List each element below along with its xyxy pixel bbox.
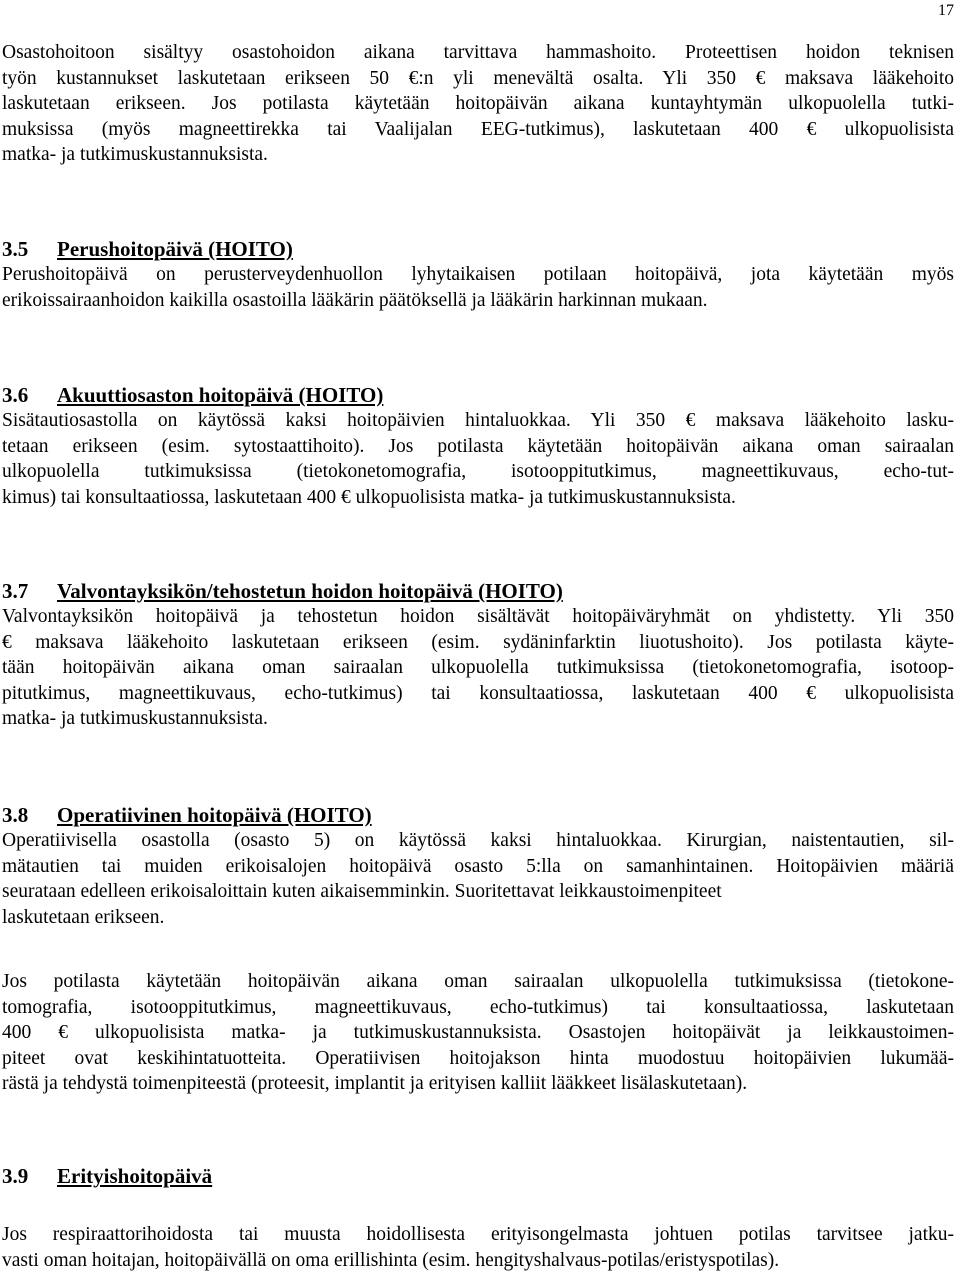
text-line: kimus) tai konsultaatiossa, laskutetaan 400 € ulkopuolisista matka- ja tutkimuskustannuksista.: [2, 486, 736, 508]
text-line: mätautien tai muiden erikoisalojen hoitopäivä osasto 5:lla on samanhintainen. Hoitopäivien määriä: [2, 855, 954, 877]
text-line: Sisätautiosastolla on käytössä kaksi hoitopäivien hintaluokkaa. Yli 350 € maksava lääkehoito lasku-: [2, 410, 954, 431]
section-3-5: [2, 236, 954, 313]
intro-paragraph: [2, 40, 954, 168]
section-number: 3.6: [2, 383, 29, 407]
section-number: 3.8: [2, 803, 29, 827]
section-3-9-paragraph: [2, 1222, 954, 1273]
text-line: rästä ja tehdystä toimenpiteestä (proteesit, implantit ja erityisen kalliit lääkkeet lisälaskutetaan).: [2, 1073, 748, 1094]
text-line: matka- ja tutkimuskustannuksista.: [2, 144, 268, 165]
section-title: Erityishoitopäivä: [57, 1164, 213, 1188]
text-line: tomografia, isotooppitutkimus, magneettikuvaus, echo-tutkimus) tai konsultaatiossa, laskutetaan: [2, 996, 954, 1018]
section-number: 3.5: [2, 237, 29, 261]
section-heading: [2, 236, 954, 262]
section-title: Perushoitopäivä (HOITO): [57, 237, 293, 261]
text-line: vasti oman hoitajan, hoitopäivällä on oma erillishinta (esim. hengityshalvaus-potilas/eristyspotilas).: [2, 1249, 780, 1271]
section-title: Operatiivinen hoitopäivä (HOITO): [57, 803, 372, 827]
section-title: Akuuttiosaston hoitopäivä (HOITO): [57, 383, 384, 407]
text-line: 400 € ulkopuolisista matka- ja tutkimuskustannuksista. Osastojen hoitopäivät ja leikkaustoimen-: [2, 1022, 954, 1043]
text-line: Valvontayksikön hoitopäivä ja tehostetun hoidon sisältävät hoitopäiväryhmät on yhdistetty. Yli 350: [2, 606, 954, 627]
text-line: Jos potilasta käytetään hoitopäivän aikana oman sairaalan ulkopuolella tutkimuksissa (tietokone-: [2, 971, 954, 992]
text-line: laskutetaan erikseen.: [2, 906, 165, 928]
text-line: tetaan erikseen (esim. sytostaattihoito). Jos potilasta käytetään hoitopäivän aikana oman sairaalan: [2, 435, 954, 457]
section-heading: [2, 802, 954, 828]
section-3-7: [2, 578, 954, 732]
text-line: Osastohoitoon sisältyy osastohoidon aikana tarvittava hammashoito. Proteettisen hoidon teknisen: [2, 42, 954, 63]
text-line: tään hoitopäivän aikana oman sairaalan ulkopuolella tutkimuksissa (tietokonetomografia, isotoop-: [2, 657, 954, 678]
section-heading: [2, 578, 954, 604]
section-3-8-paragraph-2: [2, 969, 954, 1097]
text-line: piteet ovat keskihintatuotteita. Operatiivisen hoitojakson hinta muodostuu hoitopäivien lukumää-: [2, 1047, 954, 1069]
section-heading: [2, 1163, 954, 1189]
section-number: 3.7: [2, 579, 29, 603]
text-line: erikoissairaanhoidon kaikilla osastoilla lääkärin päätöksellä ja lääkärin harkinnan mukaan.: [2, 289, 708, 311]
text-line: työn kustannukset laskutetaan erikseen 50 €:n yli menevältä osalta. Yli 350 € maksava lääkehoito: [2, 67, 954, 89]
section-title: Valvontayksikön/tehostetun hoidon hoitopäivä (HOITO): [57, 579, 563, 603]
text-line: Perushoitopäivä on perusterveydenhuollon lyhytaikaisen potilaan hoitopäivä, jota käytetään myös: [2, 264, 954, 285]
text-line: laskutetaan erikseen. Jos potilasta käytetään hoitopäivän aikana kuntayhtymän ulkopuolella tutki-: [2, 93, 954, 114]
section-3-9: [2, 1163, 954, 1189]
section-3-6: [2, 382, 954, 510]
text-line: matka- ja tutkimuskustannuksista.: [2, 708, 268, 729]
section-3-8: [2, 802, 954, 930]
text-line: muksissa (myös magneettirekka tai Vaalijalan EEG-tutkimus), laskutetaan 400 € ulkopuolisista: [2, 118, 954, 140]
text-line: ulkopuolella tutkimuksissa (tietokonetomografia, isotooppitutkimus, magneettikuvaus, echo-tut-: [2, 461, 954, 482]
page-number: 17: [938, 2, 954, 19]
section-heading: [2, 382, 954, 408]
text-line: Operatiivisella osastolla (osasto 5) on käytössä kaksi hintaluokkaa. Kirurgian, naistentautien, sil-: [2, 830, 954, 851]
text-line: pitutkimus, magneettikuvaus, echo-tutkimus) tai konsultaatiossa, laskutetaan 400 € ulkopuolisista: [2, 682, 954, 704]
section-number: 3.9: [2, 1164, 29, 1188]
text-line: Jos respiraattorihoidosta tai muusta hoidollisesta erityisongelmasta johtuen potilas tarvitsee jatku-: [2, 1224, 954, 1245]
text-line: seurataan edelleen erikoisaloittain kuten aikaisemminkin. Suoritettavat leikkaustoimenpiteet: [2, 881, 722, 902]
text-line: € maksava lääkehoito laskutetaan erikseen (esim. sydäninfarktin liuotushoito). Jos potilasta käyte-: [2, 631, 954, 653]
